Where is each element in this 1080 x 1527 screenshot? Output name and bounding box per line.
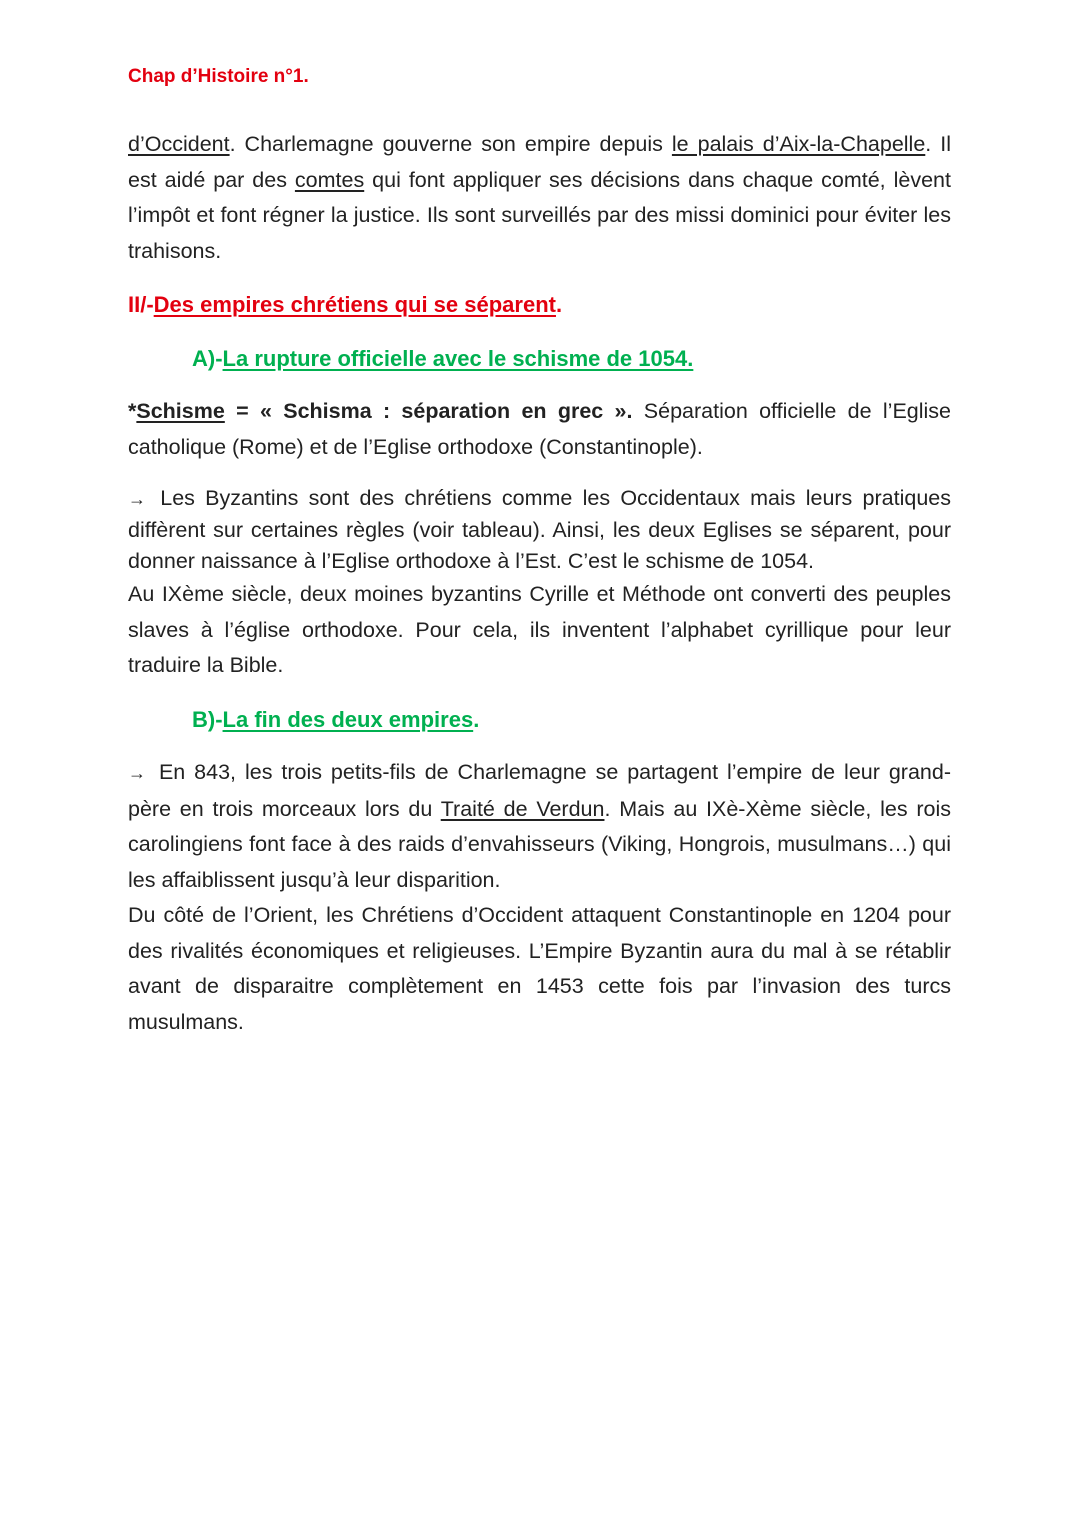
chapter-header: Chap d’Histoire n°1. (128, 66, 309, 87)
intro-text-1: . Charlemagne gouverne son empire depuis (229, 132, 672, 156)
intro-text-3: qui font appliquer ses décisions dans chaque comté, lèvent l’impôt et font régner la justice. Ils sont surveillés par des missi dominici pour éviter les trahisons. (128, 167, 951, 263)
subsection-a-prefix: A)- (192, 345, 223, 371)
term-traite-verdun: Traité de Verdun (440, 796, 605, 821)
schisme-star: * (128, 399, 137, 423)
orient-paragraph (128, 898, 951, 1040)
schisme-definition (128, 394, 951, 465)
arrow-icon: → (128, 489, 146, 509)
schisme-text: Séparation officielle de l’Eglise catholique (Rome) et de l’Eglise orthodoxe (Constantinople). (128, 399, 952, 459)
term-occident: d’Occident (128, 132, 230, 156)
cyrille-text: Au IXème siècle, deux moines byzantins Cyrille et Méthode ont converti des peuples slaves à l’église orthodoxe. Pour cela, ils inventent l’alphabet cyrillique pour leur traduire la Bible. (128, 582, 951, 677)
cyrille-paragraph (128, 577, 951, 684)
subsection-a-title: La rupture officielle avec le schisme de 1054. (222, 345, 694, 371)
section-2-suffix: . (555, 292, 563, 317)
section-2-prefix: II/- (128, 292, 154, 317)
verdun-text-1: En 843, les trois petits-fils de Charlemagne se partagent l’empire de leur grand-père en trois morceaux lors du (128, 760, 951, 821)
section-2-title: Des empires chrétiens qui se séparent (153, 292, 556, 317)
subsection-b-suffix: . (473, 706, 480, 732)
term-palais: le palais d’Aix-la-Chapelle (671, 132, 926, 156)
verdun-text-2: . Mais au IXè-Xème siècle, les rois carolingiens font face à des raids d’envahisseurs (Viking, Hongrois, musulmans…) qui les affaiblissent jusqu’à leur disparition. (128, 796, 951, 892)
subsection-heading-b (128, 702, 951, 738)
verdun-paragraph (128, 755, 951, 898)
schisme-term: Schisme (136, 399, 225, 423)
arrow-icon: → (128, 763, 146, 783)
intro-paragraph (128, 127, 951, 269)
subsection-heading-a (128, 341, 951, 377)
intro-text-2: . Il est aidé par des (128, 132, 951, 192)
schisme-def: = « Schisma : séparation en grec ». (224, 399, 633, 423)
subsection-b-prefix: B)- (192, 706, 223, 732)
subsection-b-title: La fin des deux empires (222, 706, 474, 732)
orient-text: Du côté de l’Orient, les Chrétiens d’Occident attaquent Constantinople en 1204 pour des rivalités économiques et religieuses. L’Empire Byzantin aura du mal à se rétablir avant de disparaitre complètement en 1453 cette fois par l’invasion des turcs musulmans. (128, 903, 951, 1034)
section-heading-2 (128, 287, 951, 323)
byzantins-text: Les Byzantins sont des chrétiens comme les Occidentaux mais leurs pratiques diffèrent sur certaines règles (voir tableau). Ainsi, les deux Eglises se séparent, pour donner naissance à l’Eglise orthodoxe à l’Est. C’est le schisme de 1054. (128, 486, 951, 573)
byzantins-paragraph (128, 483, 951, 577)
term-comtes: comtes (294, 167, 365, 192)
document-body (128, 127, 951, 1040)
